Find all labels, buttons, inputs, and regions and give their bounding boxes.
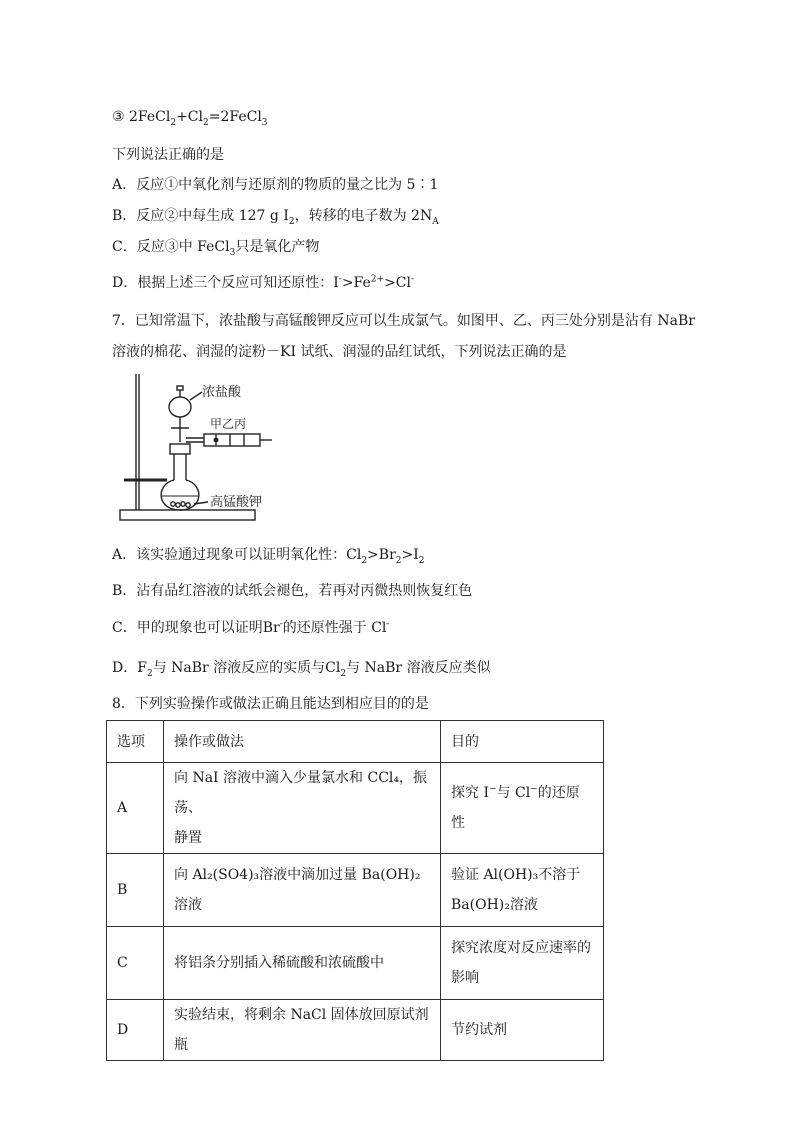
q7-option-b: B．沾有品红溶液的试纸会褪色，若再对丙微热则恢复红色: [112, 583, 473, 599]
stand-base: [120, 510, 255, 520]
table-header-row: [107, 721, 604, 763]
row-option: B: [107, 854, 164, 927]
apparatus-diagram: [112, 372, 282, 527]
cotton-jia-marker: [214, 438, 219, 443]
label-positions: 甲乙丙: [210, 417, 247, 431]
label-kmno4: 高锰酸钾: [210, 495, 263, 510]
q6-option-a: A．反应①中氧化剂与还原剂的物质的量之比为 5∶1: [112, 177, 439, 193]
row-option: A: [107, 763, 164, 854]
q7-option-c: C．甲的现象也可以证明Br-的还原性强于 Cl-: [112, 619, 390, 636]
q7-stem-line-1: 7．已知常温下，浓盐酸与高锰酸钾反应可以生成氯气。如图甲、乙、丙三处分别是沾有 NaBr: [112, 313, 695, 329]
row-goal: 验证 Al(OH)₃不溶于 Ba(OH)₂溶液: [441, 854, 604, 927]
q7-option-a: A．该实验通过现象可以证明氧化性：$Cl_2>Br_2>I_2$: [112, 547, 425, 566]
q7-stem-line-2: 溶液的棉花、润湿的淀粉－KI 试纸、润湿的品红试纸，下列说法正确的是: [112, 344, 567, 360]
header-goal: 目的: [441, 721, 604, 763]
header-option: 选项: [107, 721, 164, 763]
q6-stem: 下列说法正确的是: [112, 147, 224, 163]
label-concentrated-hcl: 浓盐酸: [202, 385, 242, 400]
row-goal: 节约试剂: [441, 1000, 604, 1061]
row-goal: 探究 I−与 Cl−的还原性: [441, 763, 604, 854]
table-row: [107, 763, 604, 854]
table-row: [107, 927, 604, 1000]
q7-option-d: D．$F_2$与 NaBr 溶液反应的实质与$Cl_2$与 NaBr 溶液反应类似: [112, 660, 491, 679]
table-row: [107, 854, 604, 927]
equation-3: ③ $2FeCl_2+Cl_2=2FeCl_3$: [112, 109, 268, 128]
row-goal: 探究浓度对反应速率的 影响: [441, 927, 604, 1000]
row-operation: 实验结束，将剩余 NaCl 固体放回原试剂瓶: [164, 1000, 441, 1061]
row-operation: 向 NaI 溶液中滴入少量氯水和 CCl₄，振荡、 静置: [164, 763, 441, 854]
header-operation: 操作或做法: [164, 721, 441, 763]
row-operation: 将铝条分别插入稀硫酸和浓硫酸中: [164, 927, 441, 1000]
q6-option-d: D．根据上述三个反应可知还原性：$I^->Fe^{2+}>Cl^-$: [112, 274, 415, 291]
separatory-funnel: [169, 397, 191, 417]
q8-stem: 8．下列实验操作或做法正确且能达到相应目的的是: [112, 696, 429, 712]
row-option: C: [107, 927, 164, 1000]
q6-option-b: B．反应②中每生成 127 g $I_2$，转移的电子数为 $2N_A$: [112, 208, 439, 227]
options-table: [106, 720, 604, 1061]
glass-tube: [204, 434, 260, 446]
row-operation: 向 Al₂(SO4)₃溶液中滴加过量 Ba(OH)₂溶液: [164, 854, 441, 927]
flask-stopper: [170, 444, 190, 454]
q6-option-c: C．反应③中 FeCl$_3$只是氧化产物: [112, 239, 320, 258]
row-option: D: [107, 1000, 164, 1061]
table-row: [107, 1000, 604, 1061]
